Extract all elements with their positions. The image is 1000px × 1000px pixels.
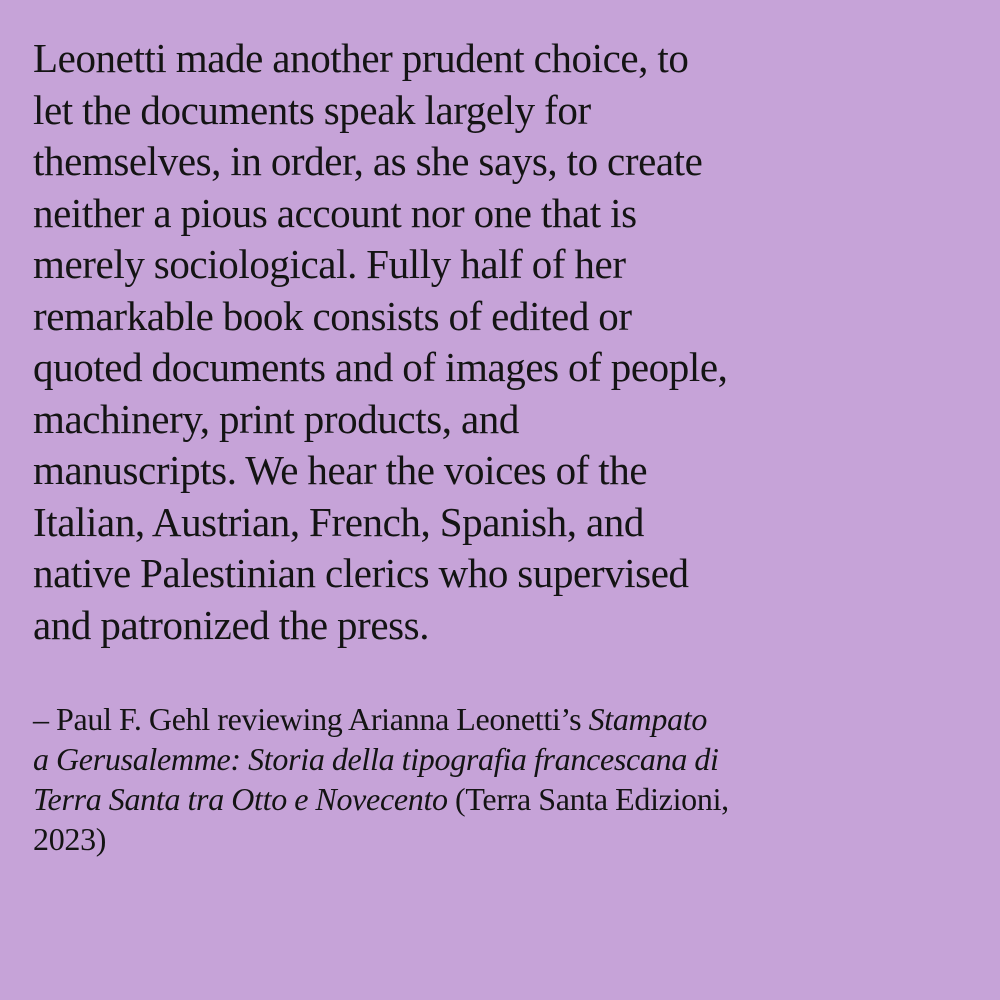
book-title-part: a Gerusalemme: Storia della tipografia francescana di: [33, 741, 719, 777]
quote-line: and patronized the press.: [33, 601, 430, 648]
quote-line: manuscripts. We hear the voices of the: [33, 447, 648, 493]
quote-line: themselves, in order, as she says, to create: [33, 138, 703, 184]
quote-line: machinery, print products, and: [33, 395, 519, 442]
quote-line: quoted documents and of images of people,: [33, 344, 728, 390]
quote-line: Italian, Austrian, French, Spanish, and: [33, 498, 644, 545]
review-quote: [33, 0, 970, 651]
attribution-line: [33, 739, 970, 779]
attribution-line: [33, 819, 970, 859]
quote-line: let the documents speak largely for: [33, 86, 591, 133]
quote-line: Leonetti made another prudent choice, to: [33, 35, 689, 81]
book-title-part: Stampato: [588, 701, 708, 737]
attribution-line: [33, 699, 970, 739]
publication-year: 2023): [33, 821, 107, 857]
book-title-part: Terra Santa tra Otto e Novecento: [33, 781, 448, 817]
publisher: (Terra Santa Edizioni,: [447, 781, 729, 817]
quote-line: merely sociological. Fully half of her: [33, 241, 626, 287]
attribution: [33, 699, 970, 859]
quote-line: native Palestinian clerics who supervised: [33, 550, 689, 596]
attribution-line: [33, 779, 970, 819]
quote-line: neither a pious account nor one that is: [33, 189, 637, 236]
attribution-reviewer: – Paul F. Gehl reviewing Arianna Leonetti’s: [33, 701, 589, 737]
quote-line: remarkable book consists of edited or: [33, 292, 632, 339]
